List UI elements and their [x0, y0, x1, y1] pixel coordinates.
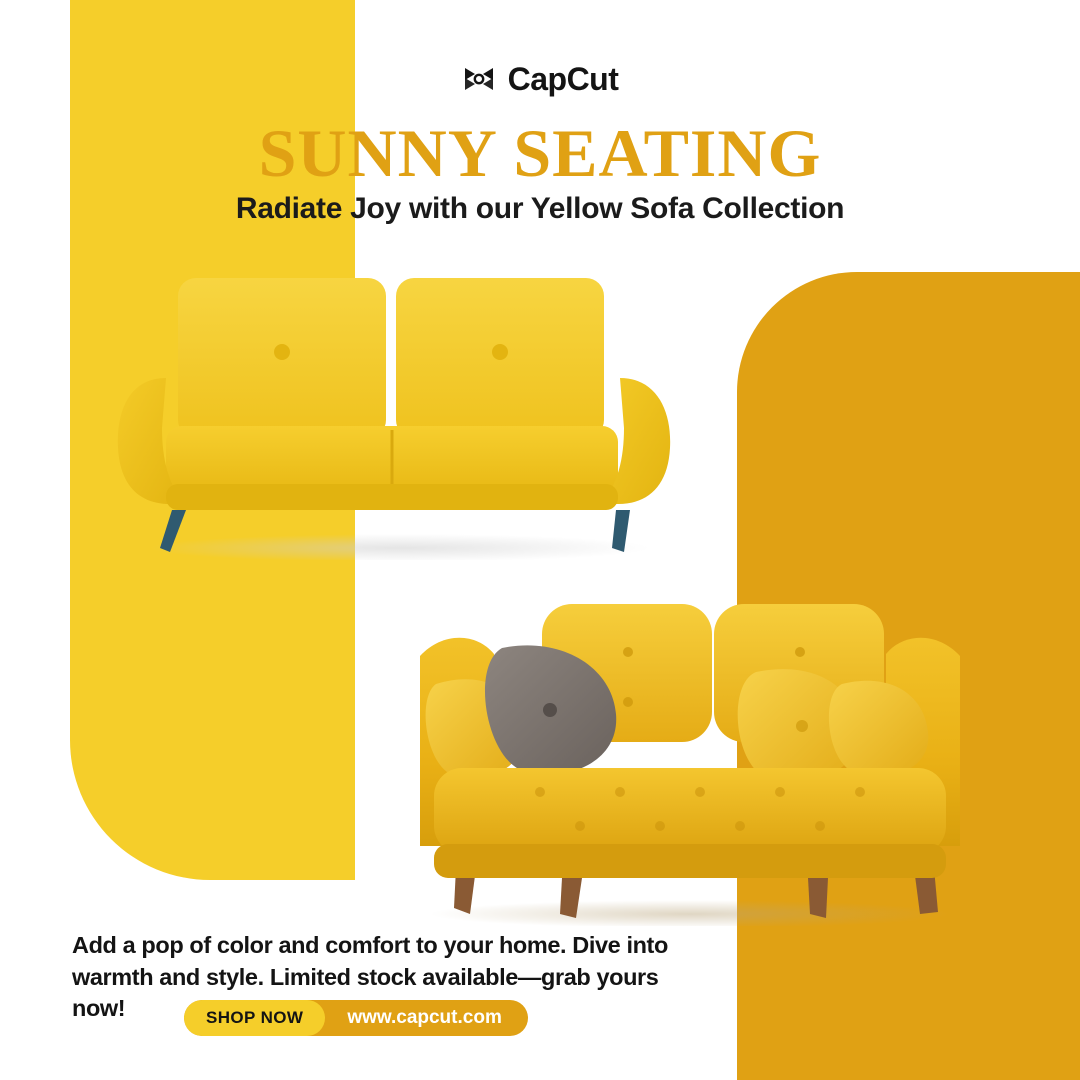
sofa-illustration-image: [100, 260, 700, 560]
cta-bar[interactable]: [184, 1000, 528, 1036]
sofa-photo-image: [390, 596, 990, 926]
page-subtitle: Radiate Joy with our Yellow Sofa Collection: [235, 192, 845, 225]
shop-now-button[interactable]: SHOP NOW: [184, 1000, 325, 1036]
page-title: SUNNY SEATING: [258, 115, 822, 191]
brand-name: CapCut: [507, 61, 619, 97]
website-url-label[interactable]: www.capcut.com: [347, 1007, 502, 1028]
body-copy: Add a pop of color and comfort to your home. Dive into warmth and style. Limited stock available—grab yours now!: [72, 932, 668, 1022]
capcut-logo-icon: [462, 62, 496, 96]
brand-lockup: [0, 62, 1080, 96]
